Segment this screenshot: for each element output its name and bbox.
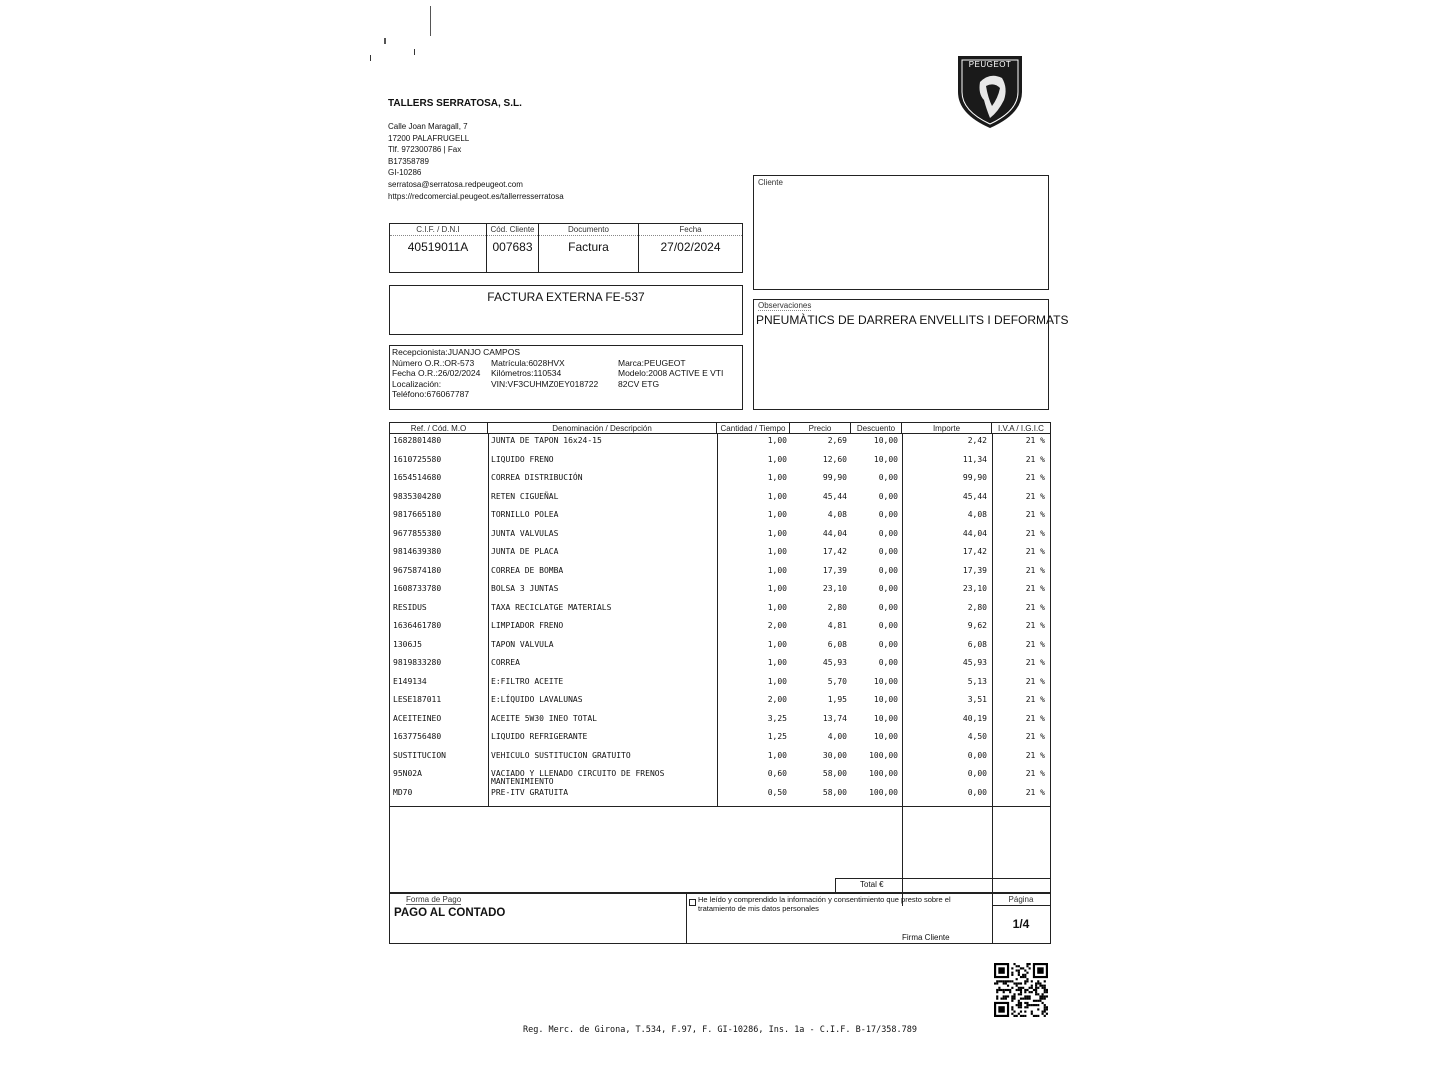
row-price: 13,74 — [822, 713, 847, 723]
invoice-title: FACTURA EXTERNA FE-537 — [487, 290, 645, 304]
work-order-middle — [491, 358, 598, 390]
row-discount: 0,00 — [878, 602, 898, 612]
row-vat: 21 % — [1025, 454, 1045, 464]
observations-text: PNEUMÀTICS DE DARRERA ENVELLITS I DEFORMATS — [756, 313, 1069, 327]
row-ref: 9817665180 — [393, 510, 442, 519]
row-quantity: 1,00 — [767, 584, 787, 593]
table-row — [390, 732, 1050, 744]
row-quantity: 0,60 — [767, 769, 787, 778]
row-quantity: 1,00 — [767, 658, 787, 667]
row-ref: 1610725580 — [393, 454, 442, 464]
row-vat: 21 % — [1025, 565, 1045, 575]
row-price: 99,90 — [822, 473, 847, 482]
row-description: ACEITE 5W30 INEO TOTAL — [491, 713, 597, 723]
row-quantity: 0,50 — [767, 787, 787, 797]
table-row — [390, 584, 1050, 596]
row-price: 6,08 — [827, 639, 847, 649]
row-description: JUNTA DE TAPON 16x24-15 — [491, 436, 602, 445]
row-price: 12,60 — [822, 454, 847, 464]
row-description: TAPON VALVULA — [491, 639, 554, 649]
col-header-price: Precio — [790, 423, 851, 434]
page-line — [992, 905, 1050, 906]
row-ref: 9835304280 — [393, 491, 442, 501]
line-items-table — [389, 422, 1051, 894]
row-ref: 1682801480 — [393, 436, 442, 445]
work-order-box — [389, 345, 743, 410]
row-discount: 0,00 — [878, 473, 898, 482]
row-amount: 0,00 — [967, 769, 987, 778]
col-header-qty: Cantidad / Tiempo — [717, 423, 790, 434]
table-row — [390, 603, 1050, 615]
row-vat: 21 % — [1025, 713, 1045, 723]
row-quantity: 1,00 — [767, 436, 787, 445]
row-quantity: 1,00 — [767, 528, 787, 538]
scan-mark — [414, 49, 415, 55]
row-description: TORNILLO POLEA — [491, 510, 559, 519]
col-header-vat: I.V.A / I.G.I.C — [992, 423, 1050, 434]
table-row — [390, 658, 1050, 670]
row-quantity: 3,25 — [767, 713, 787, 723]
row-amount: 3,51 — [967, 695, 987, 704]
row-vat: 21 % — [1025, 621, 1045, 630]
row-description: E:LÍQUIDO LAVALUNAS — [491, 695, 583, 704]
kilometers: Kilómetros:110534 — [491, 368, 562, 378]
row-price: 2,80 — [827, 602, 847, 612]
table-row — [390, 566, 1050, 578]
row-price: 17,42 — [822, 547, 847, 556]
items-bottom-line — [390, 806, 1050, 807]
company-phone: Tlf. 972300786 | Fax — [388, 145, 462, 155]
invoice-title-box — [389, 285, 743, 335]
row-price: 4,81 — [827, 621, 847, 630]
row-description: VACIADO Y LLENADO CIRCUITO DE FRENOS — [491, 769, 665, 778]
row-quantity: 1,00 — [767, 750, 787, 760]
row-quantity: 1,00 — [767, 454, 787, 464]
row-ref: 1654514680 — [393, 473, 442, 482]
row-quantity: 1,00 — [767, 547, 787, 556]
page-label: Página — [1008, 895, 1034, 904]
row-amount: 4,50 — [967, 732, 987, 741]
row-discount: 0,00 — [878, 621, 898, 630]
company-code: GI-10286 — [388, 168, 422, 178]
row-amount: 45,44 — [962, 491, 987, 501]
page-value: 1/4 — [1012, 917, 1030, 931]
table-row — [390, 492, 1050, 504]
row-description: RETEN CIGUEÑAL — [491, 491, 559, 501]
row-ref: LESE187011 — [393, 695, 442, 704]
client-box — [753, 175, 1049, 290]
row-ref: 9675874180 — [393, 565, 442, 575]
row-vat: 21 % — [1025, 602, 1045, 612]
company-city: 17200 PALAFRUGELL — [388, 133, 470, 143]
row-price: 58,00 — [822, 769, 847, 778]
row-price: 45,93 — [822, 658, 847, 667]
col-line — [992, 434, 993, 906]
row-vat: 21 % — [1025, 695, 1045, 704]
table-row — [390, 640, 1050, 652]
row-quantity: 2,00 — [767, 695, 787, 704]
cif-value: 40519011A — [407, 240, 469, 254]
row-vat: 21 % — [1025, 639, 1045, 649]
row-description: VEHICULO SUSTITUCION GRATUITO — [491, 750, 631, 760]
peugeot-logo — [950, 52, 1030, 132]
row-amount: 44,04 — [962, 528, 987, 538]
consent-checkbox[interactable] — [689, 899, 696, 906]
client-code-label: Cód. Cliente — [487, 225, 538, 236]
row-price: 23,10 — [822, 584, 847, 593]
row-amount: 40,19 — [962, 713, 987, 723]
row-ref: 95N02A — [393, 769, 422, 778]
row-amount: 9,62 — [967, 621, 987, 630]
row-description: BOLSA 3 JUNTAS — [491, 584, 559, 593]
row-amount: 2,80 — [967, 602, 987, 612]
table-row — [390, 547, 1050, 559]
row-discount: 10,00 — [873, 436, 898, 445]
row-quantity: 2,00 — [767, 621, 787, 630]
row-description: CORREA DISTRIBUCIÓN — [491, 473, 583, 482]
client-label: Cliente — [758, 178, 783, 187]
row-description: LIQUIDO FRENO — [491, 454, 554, 464]
table-row — [390, 695, 1050, 707]
row-ref: 1636461780 — [393, 621, 442, 630]
table-row — [390, 714, 1050, 726]
company-cif: B17358789 — [388, 156, 429, 166]
row-discount: 10,00 — [873, 454, 898, 464]
row-discount: 0,00 — [878, 658, 898, 667]
row-ref: SUSTITUCION — [393, 750, 446, 760]
cif-cell — [390, 224, 487, 272]
work-order-right — [618, 358, 723, 390]
row-discount: 100,00 — [869, 750, 898, 760]
or-number: Número O.R.:OR-573 — [392, 357, 475, 368]
row-vat: 21 % — [1025, 787, 1045, 797]
vin: VIN:VF3CUHMZ0EY018722 — [491, 378, 599, 389]
row-discount: 10,00 — [873, 695, 898, 704]
row-price: 17,39 — [822, 565, 847, 575]
row-quantity: 1,00 — [767, 510, 787, 519]
row-discount: 0,00 — [878, 510, 898, 519]
row-quantity: 1,00 — [767, 602, 787, 612]
row-price: 58,00 — [822, 787, 847, 797]
row-amount: 17,42 — [962, 547, 987, 556]
plate: Matrícula:6028HVX — [491, 357, 565, 368]
row-price: 30,00 — [822, 750, 847, 760]
row-description-extra: MANTENIMIENTO — [491, 777, 554, 786]
company-info — [388, 121, 564, 202]
qr-code — [994, 963, 1048, 1017]
signature-label: Firma Cliente — [902, 933, 950, 942]
table-row — [390, 529, 1050, 541]
row-vat: 21 % — [1025, 584, 1045, 593]
receptionist: Recepcionista:JUANJO CAMPOS — [392, 347, 521, 357]
row-price: 5,70 — [827, 676, 847, 686]
row-amount: 45,93 — [962, 658, 987, 667]
scan-mark — [384, 38, 386, 44]
date-label: Fecha — [639, 225, 742, 236]
payment-label: Forma de Pago — [406, 895, 462, 904]
observations-label: Observaciones — [758, 301, 812, 310]
row-discount: 100,00 — [869, 787, 898, 797]
row-price: 4,08 — [827, 510, 847, 519]
document-cell — [539, 224, 639, 272]
row-discount: 0,00 — [878, 547, 898, 556]
table-row — [390, 510, 1050, 522]
client-phone: Teléfono:676067787 — [392, 389, 470, 399]
brand: Marca:PEUGEOT — [618, 357, 686, 368]
row-amount: 0,00 — [967, 750, 987, 760]
scan-mark — [430, 6, 431, 36]
row-vat: 21 % — [1025, 510, 1045, 519]
row-vat: 21 % — [1025, 491, 1045, 501]
company-web: https://redcomercial.peugeot.es/tallerresserratosa — [388, 191, 564, 201]
row-quantity: 1,00 — [767, 639, 787, 649]
observations-box — [753, 299, 1069, 410]
row-price: 45,44 — [822, 491, 847, 501]
row-price: 1,95 — [827, 695, 847, 704]
table-row — [390, 455, 1050, 467]
footer-divider — [686, 893, 687, 943]
row-vat: 21 % — [1025, 436, 1045, 445]
row-ref: RESIDUS — [393, 602, 427, 612]
row-amount: 6,08 — [967, 639, 987, 649]
row-ref: 1306J5 — [393, 639, 422, 649]
company-name: TALLERS SERRATOSA, S.L. — [388, 98, 522, 109]
row-amount: 11,34 — [962, 454, 987, 464]
total-top-line — [835, 878, 1051, 879]
row-amount: 5,13 — [967, 676, 987, 686]
client-code-cell — [487, 224, 539, 272]
table-row — [390, 621, 1050, 633]
logo-text: PEUGEOT — [968, 60, 1012, 69]
row-vat: 21 % — [1025, 528, 1045, 538]
row-quantity: 1,00 — [767, 676, 787, 686]
table-row — [390, 769, 1050, 786]
document-value: Factura — [568, 240, 609, 254]
row-discount: 0,00 — [878, 528, 898, 538]
row-description: JUNTA VALVULAS — [491, 528, 559, 538]
col-header-discount: Descuento — [851, 423, 902, 434]
row-ref: 9677855380 — [393, 528, 442, 538]
scan-mark — [370, 55, 371, 61]
row-amount: 0,00 — [967, 787, 987, 797]
client-code-value: 007683 — [492, 240, 533, 254]
row-discount: 10,00 — [873, 676, 898, 686]
row-ref: 9819833280 — [393, 658, 442, 667]
model-extra: 82CV ETG — [618, 378, 660, 389]
date-value: 27/02/2024 — [660, 240, 721, 254]
col-header-amount: Importe — [902, 423, 992, 434]
row-vat: 21 % — [1025, 732, 1045, 741]
document-label: Documento — [539, 225, 638, 236]
table-row — [390, 436, 1050, 448]
date-cell — [639, 224, 742, 272]
row-discount: 100,00 — [869, 769, 898, 778]
table-row — [390, 677, 1050, 689]
row-description: LIMPIADOR FRENO — [491, 621, 564, 630]
col-header-desc: Denominación / Descripción — [488, 423, 717, 434]
row-quantity: 1,00 — [767, 473, 787, 482]
row-amount: 4,08 — [967, 510, 987, 519]
footer-box — [389, 892, 1051, 944]
row-quantity: 1,00 — [767, 565, 787, 575]
row-price: 44,04 — [822, 528, 847, 538]
table-row — [390, 751, 1050, 763]
company-address: Calle Joan Maragall, 7 — [388, 122, 468, 131]
or-date: Fecha O.R.:26/02/2024 — [392, 368, 481, 378]
company-email: serratosa@serratosa.redpeugeot.com — [388, 179, 523, 189]
row-ref: E149134 — [393, 676, 427, 686]
row-amount: 99,90 — [962, 473, 987, 482]
cif-label: C.I.F. / D.N.I — [390, 225, 486, 236]
col-header-ref: Ref. / Cód. M.O — [390, 423, 488, 434]
row-vat: 21 % — [1025, 658, 1045, 667]
row-ref: 9814639380 — [393, 547, 442, 556]
row-description: JUNTA DE PLACA — [491, 547, 559, 556]
row-vat: 21 % — [1025, 750, 1045, 760]
table-row — [390, 473, 1050, 485]
row-vat: 21 % — [1025, 473, 1045, 482]
row-vat: 21 % — [1025, 676, 1045, 686]
row-discount: 0,00 — [878, 565, 898, 575]
row-ref: ACEITEINEO — [393, 713, 442, 723]
row-discount: 10,00 — [873, 732, 898, 741]
row-price: 2,69 — [827, 436, 847, 445]
row-vat: 21 % — [1025, 547, 1045, 556]
row-description: LIQUIDO REFRIGERANTE — [491, 732, 588, 741]
row-description: CORREA — [491, 658, 520, 667]
total-label: Total € — [860, 880, 884, 889]
row-discount: 0,00 — [878, 491, 898, 501]
invoice-header-table — [389, 223, 743, 273]
row-quantity: 1,25 — [767, 732, 787, 741]
payment-value: PAGO AL CONTADO — [394, 907, 506, 919]
row-ref: 1637756480 — [393, 732, 442, 741]
row-ref: MD70 — [393, 787, 413, 797]
registry-text: Reg. Merc. de Girona, T.534, F.97, F. GI-10286, Ins. 1a - C.I.F. B-17/358.789 — [522, 1025, 918, 1035]
row-quantity: 1,00 — [767, 491, 787, 501]
model: Modelo:2008 ACTIVE E VTI — [618, 368, 724, 378]
row-ref: 1608733780 — [393, 584, 442, 593]
row-discount: 0,00 — [878, 584, 898, 593]
row-discount: 0,00 — [878, 639, 898, 649]
row-amount: 2,42 — [967, 436, 987, 445]
table-row — [390, 788, 1050, 800]
consent-text: He leído y comprendido la información y consentimiento que presto sobre el tratamiento de mis datos personales — [698, 895, 951, 913]
row-description: CORREA DE BOMBA — [491, 565, 564, 575]
row-amount: 17,39 — [962, 565, 987, 575]
row-amount: 23,10 — [962, 584, 987, 593]
row-discount: 10,00 — [873, 713, 898, 723]
row-description: PRE-ITV GRATUITA — [491, 787, 569, 797]
row-description: E:FILTRO ACEITE — [491, 676, 564, 686]
row-description: TAXA RECICLATGE MATERIALS — [491, 602, 612, 612]
row-price: 4,00 — [827, 732, 847, 741]
total-divider — [835, 878, 836, 893]
col-line — [902, 434, 903, 906]
location: Localización: — [392, 378, 442, 389]
row-vat: 21 % — [1025, 769, 1045, 778]
